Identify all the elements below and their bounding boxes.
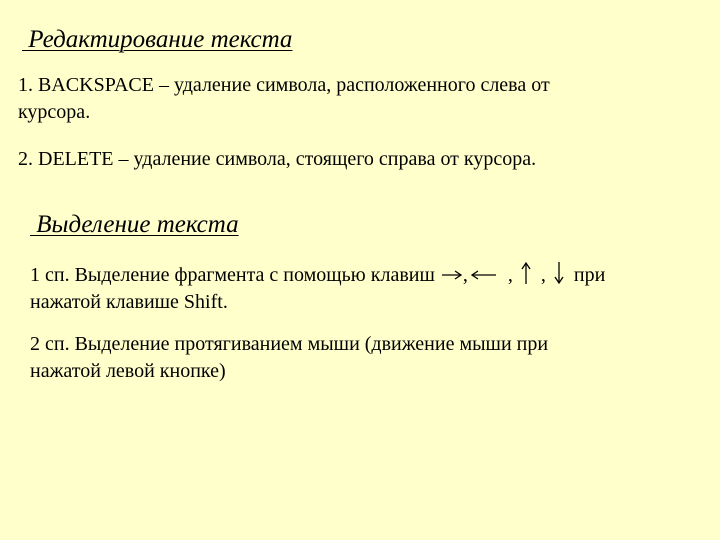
selection-way-2-line-2: нажатой левой кнопке) [30,360,226,382]
left-arrow-icon [470,268,498,282]
delete-item: 2. DELETE – удаление символа, стоящего справа от курсора. [18,148,537,170]
pri-word: при [573,264,606,286]
selection-way-1-line-2: нажатой клавише Shift. [30,291,228,313]
backspace-item-line-1: 1. BACKSPACE – удаление символа, расположенного слева от [18,74,550,96]
backspace-item [18,72,698,126]
comma-separator: , [462,264,468,286]
heading-text-selection: Выделение текста [30,211,239,238]
comma-separator: , [507,264,513,286]
comma-separator: , [540,264,546,286]
up-arrow-icon [521,261,531,285]
down-arrow-icon [554,261,564,285]
backspace-item-line-2: курсора. [18,101,91,123]
selection-way-1 [30,257,710,316]
selection-way-2-line-1: 2 сп. Выделение протягиванием мыши (движение мыши при [30,333,549,355]
selection-way-2 [30,331,710,385]
selection-way-1-line-1 [30,257,710,289]
selection-way-1-text: 1 сп. Выделение фрагмента с помощью клавиш [30,264,435,286]
right-arrow-icon [441,268,463,282]
heading-text-editing: Редактирование текста [22,26,293,53]
